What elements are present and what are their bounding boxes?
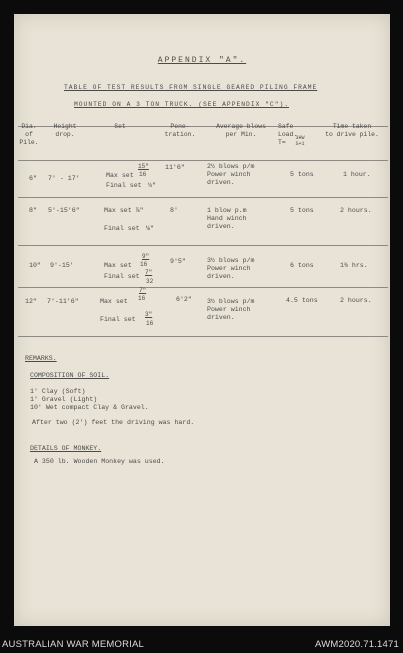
cell-set-final-num: 7" <box>145 269 153 276</box>
cell-safe-load: 6 tons <box>290 262 314 269</box>
soil-heading: COMPOSITION OF SOIL. <box>30 372 110 379</box>
table-bottom-rule <box>18 336 388 337</box>
cell-set-max-num: 9" <box>142 253 150 260</box>
cell-time: 2 hours. <box>340 297 372 304</box>
row-divider <box>18 197 388 198</box>
cell-set-final: Final set <box>104 273 140 280</box>
cell-penetration: 9'5" <box>170 258 186 265</box>
cell-set-max: Max set <box>104 262 132 269</box>
remarks-heading: REMARKS. <box>25 355 57 362</box>
soil-line: 10' Wet compact Clay & Gravel. <box>30 404 149 411</box>
cell-set-final-den: 32 <box>146 278 154 285</box>
cell-set-max: Max set <box>106 172 134 179</box>
cell-set-final: Final set <box>106 182 142 189</box>
cell-blows: 3½ blows p/m Power winch driven. <box>207 257 255 280</box>
cell-set-final-frac: ¼" <box>148 182 156 189</box>
cell-height: 7' - 17' <box>48 175 80 182</box>
cell-time: 1¾ hrs. <box>340 262 368 269</box>
monkey-text: A 350 lb. Wooden Monkey was used. <box>34 458 165 465</box>
row-divider <box>18 287 388 288</box>
cell-set-final: Final set <box>104 225 140 232</box>
cell-height: 5'-15'6" <box>48 207 80 214</box>
cell-dia: 6" <box>29 175 37 182</box>
driving-note: After two (2') feet the driving was hard. <box>32 419 195 426</box>
cell-set-max-num: 7" <box>139 287 147 294</box>
header-safe-load-formula: 3HW S+1 <box>295 135 305 147</box>
cell-blows: 3½ blows p/m Power winch driven. <box>207 298 255 321</box>
cell-dia: 10" <box>29 262 41 269</box>
header-blows: Average blows per Min. <box>216 123 266 138</box>
header-height: Height drop. <box>53 123 77 138</box>
header-time: Time taken to drive pile. <box>325 123 379 138</box>
soil-line: 1' Gravel (Light) <box>30 396 98 403</box>
cell-blows: 1 blow p.m Hand winch driven. <box>207 207 247 230</box>
cell-set-max-den: 16 <box>140 261 148 268</box>
soil-line: 1' Clay (Soft) <box>30 388 86 395</box>
cell-height: 7'-11'6" <box>47 298 79 305</box>
table-caption-line2: MOUNTED ON A 3 TON TRUCK. (SEE APPENDIX "C"). <box>74 101 290 108</box>
cell-height: 9'-15' <box>50 262 74 269</box>
cell-safe-load: 4.5 tons <box>286 297 318 304</box>
cell-time: 2 hours. <box>340 207 372 214</box>
header-safe-load: Safe Load. T= <box>278 123 298 146</box>
header-set: Set <box>114 123 126 130</box>
cell-safe-load: 5 tons <box>290 207 314 214</box>
monkey-heading: DETAILS OF MONKEY. <box>30 445 102 452</box>
cell-set-max: Max set ⅞" <box>104 207 144 214</box>
cell-set-final-num: 3" <box>145 311 153 318</box>
footer-institution: AUSTRALIAN WAR MEMORIAL <box>2 639 145 650</box>
footer-accession-id: AWM2020.71.1471 <box>315 639 399 650</box>
cell-set-max-den: 16 <box>139 171 147 178</box>
table-header-rule <box>18 160 388 161</box>
page-title: APPENDIX "A". <box>157 56 247 65</box>
cell-set-final-den: 16 <box>146 320 154 327</box>
cell-blows: 2½ blows p/m Power winch driven. <box>207 163 255 186</box>
cell-set-max-num: 15" <box>138 163 149 170</box>
cell-set-final: Final set <box>100 316 136 323</box>
table-caption-line1: TABLE OF TEST RESULTS FROM SINGLE GEARED PILING FRAME <box>64 84 318 91</box>
row-divider <box>18 245 388 246</box>
cell-set-final-frac: ⅛" <box>146 225 154 232</box>
cell-dia: 12" <box>25 298 37 305</box>
cell-set-max: Max set <box>100 298 128 305</box>
cell-safe-load: 5 tons <box>290 171 314 178</box>
cell-penetration: 6'2" <box>176 296 192 303</box>
document-page <box>14 14 390 626</box>
cell-dia: 8" <box>29 207 37 214</box>
header-dia: Dia. of Pile. <box>19 123 39 146</box>
cell-time: 1 hour. <box>343 171 371 178</box>
header-penetration: Pene- tration. <box>164 123 196 138</box>
cell-set-max-den: 16 <box>138 295 146 302</box>
cell-penetration: 8' <box>170 207 178 214</box>
cell-penetration: 11'6" <box>165 164 185 171</box>
